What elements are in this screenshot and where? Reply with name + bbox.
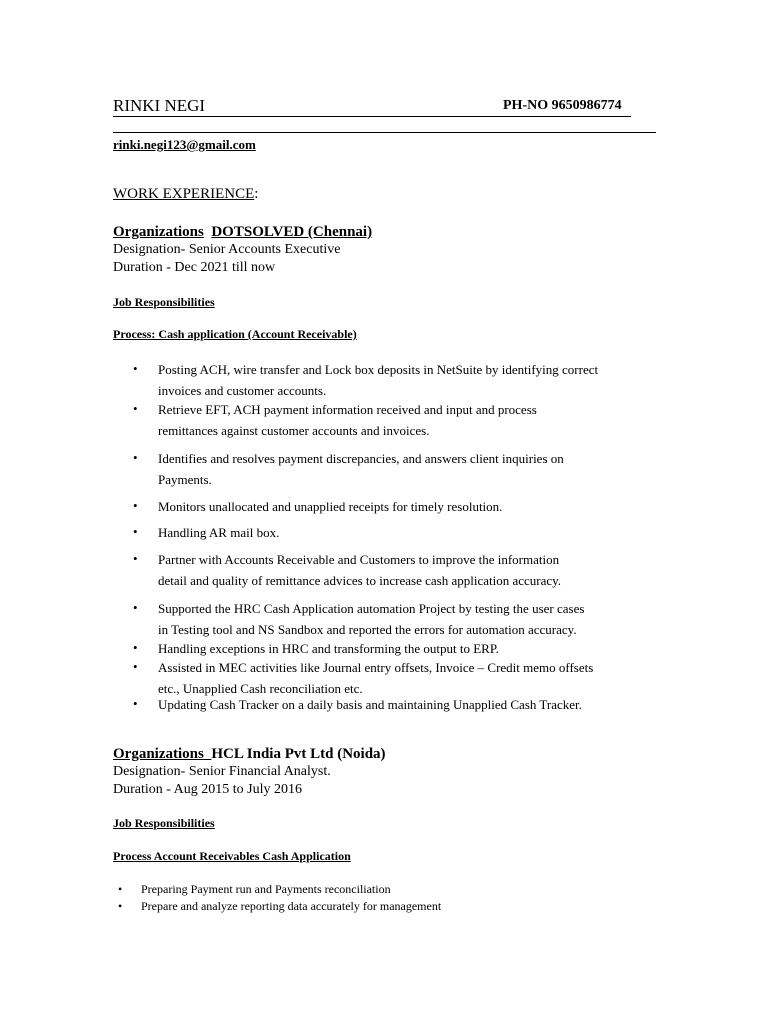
bullet-text: Handling exceptions in HRC and transforming the output to ERP. bbox=[158, 641, 499, 656]
bullet-text: remittances against customer accounts and invoices. bbox=[158, 423, 430, 438]
phone-number: PH-NO 9650986774 bbox=[503, 98, 622, 113]
bullet-icon: • bbox=[133, 498, 138, 513]
email-link[interactable]: rinki.negi123@gmail.com bbox=[113, 137, 256, 152]
bullet-icon: • bbox=[133, 551, 138, 566]
bullet-text: Payments. bbox=[158, 472, 212, 487]
bullet-text: Preparing Payment run and Payments reconciliation bbox=[141, 882, 391, 896]
bullet-icon: • bbox=[118, 882, 123, 896]
job-2-duration: Duration - Aug 2015 to July 2016 bbox=[113, 782, 302, 797]
job-1-duration: Duration - Dec 2021 till now bbox=[113, 260, 276, 275]
bullet-text: in Testing tool and NS Sandbox and reported the errors for automation accuracy. bbox=[158, 622, 577, 637]
bullet-text: Prepare and analyze reporting data accurately for management bbox=[141, 899, 442, 913]
job-1-designation: Designation- Senior Accounts Executive bbox=[113, 242, 341, 257]
bullet-icon: • bbox=[118, 899, 123, 913]
bullet-text: Partner with Accounts Receivable and Customers to improve the information bbox=[158, 552, 560, 567]
job-2-designation: Designation- Senior Financial Analyst. bbox=[113, 764, 331, 779]
section-title: WORK EXPERIENCE: bbox=[113, 186, 259, 202]
job-1-responsibilities-heading: Job Responsibilities bbox=[113, 295, 215, 309]
bullet-text: Posting ACH, wire transfer and Lock box deposits in NetSuite by identifying correct bbox=[158, 362, 599, 377]
job-1-process: Process: Cash application (Account Receivable) bbox=[113, 327, 357, 341]
bullet-icon: • bbox=[133, 450, 138, 465]
bullet-text: Updating Cash Tracker on a daily basis and maintaining Unapplied Cash Tracker. bbox=[158, 697, 582, 712]
bullet-text: Handling AR mail box. bbox=[158, 525, 280, 540]
job-2-process: Process Account Receivables Cash Application bbox=[113, 849, 351, 863]
bullet-text: Assisted in MEC activities like Journal entry offsets, Invoice – Credit memo offsets bbox=[158, 660, 594, 675]
bullet-text: etc., Unapplied Cash reconciliation etc. bbox=[158, 681, 363, 696]
bullet-text: detail and quality of remittance advices to increase cash application accuracy. bbox=[158, 573, 562, 588]
bullet-icon: • bbox=[133, 361, 138, 376]
bullet-text: Monitors unallocated and unapplied receipts for timely resolution. bbox=[158, 499, 503, 514]
bullet-icon: • bbox=[133, 401, 138, 416]
bullet-text: invoices and customer accounts. bbox=[158, 383, 327, 398]
header-underline bbox=[113, 116, 631, 117]
job-2-responsibilities-heading: Job Responsibilities bbox=[113, 816, 215, 830]
job-1-organization: Organizations DOTSOLVED (Chennai) bbox=[113, 224, 373, 240]
bullet-icon: • bbox=[133, 600, 138, 615]
candidate-name: RINKI NEGI bbox=[113, 96, 206, 115]
bullet-icon: • bbox=[133, 696, 138, 711]
bullet-icon: • bbox=[133, 659, 138, 674]
bullet-text: Retrieve EFT, ACH payment information received and input and process bbox=[158, 402, 537, 417]
bullet-text: Supported the HRC Cash Application automation Project by testing the user cases bbox=[158, 601, 585, 616]
bullet-icon: • bbox=[133, 640, 138, 655]
bullet-text: Identifies and resolves payment discrepancies, and answers client inquiries on bbox=[158, 451, 564, 466]
header-divider bbox=[113, 132, 656, 133]
job-2-organization: Organizations HCL India Pvt Ltd (Noida) bbox=[113, 746, 386, 762]
bullet-icon: • bbox=[133, 524, 138, 539]
